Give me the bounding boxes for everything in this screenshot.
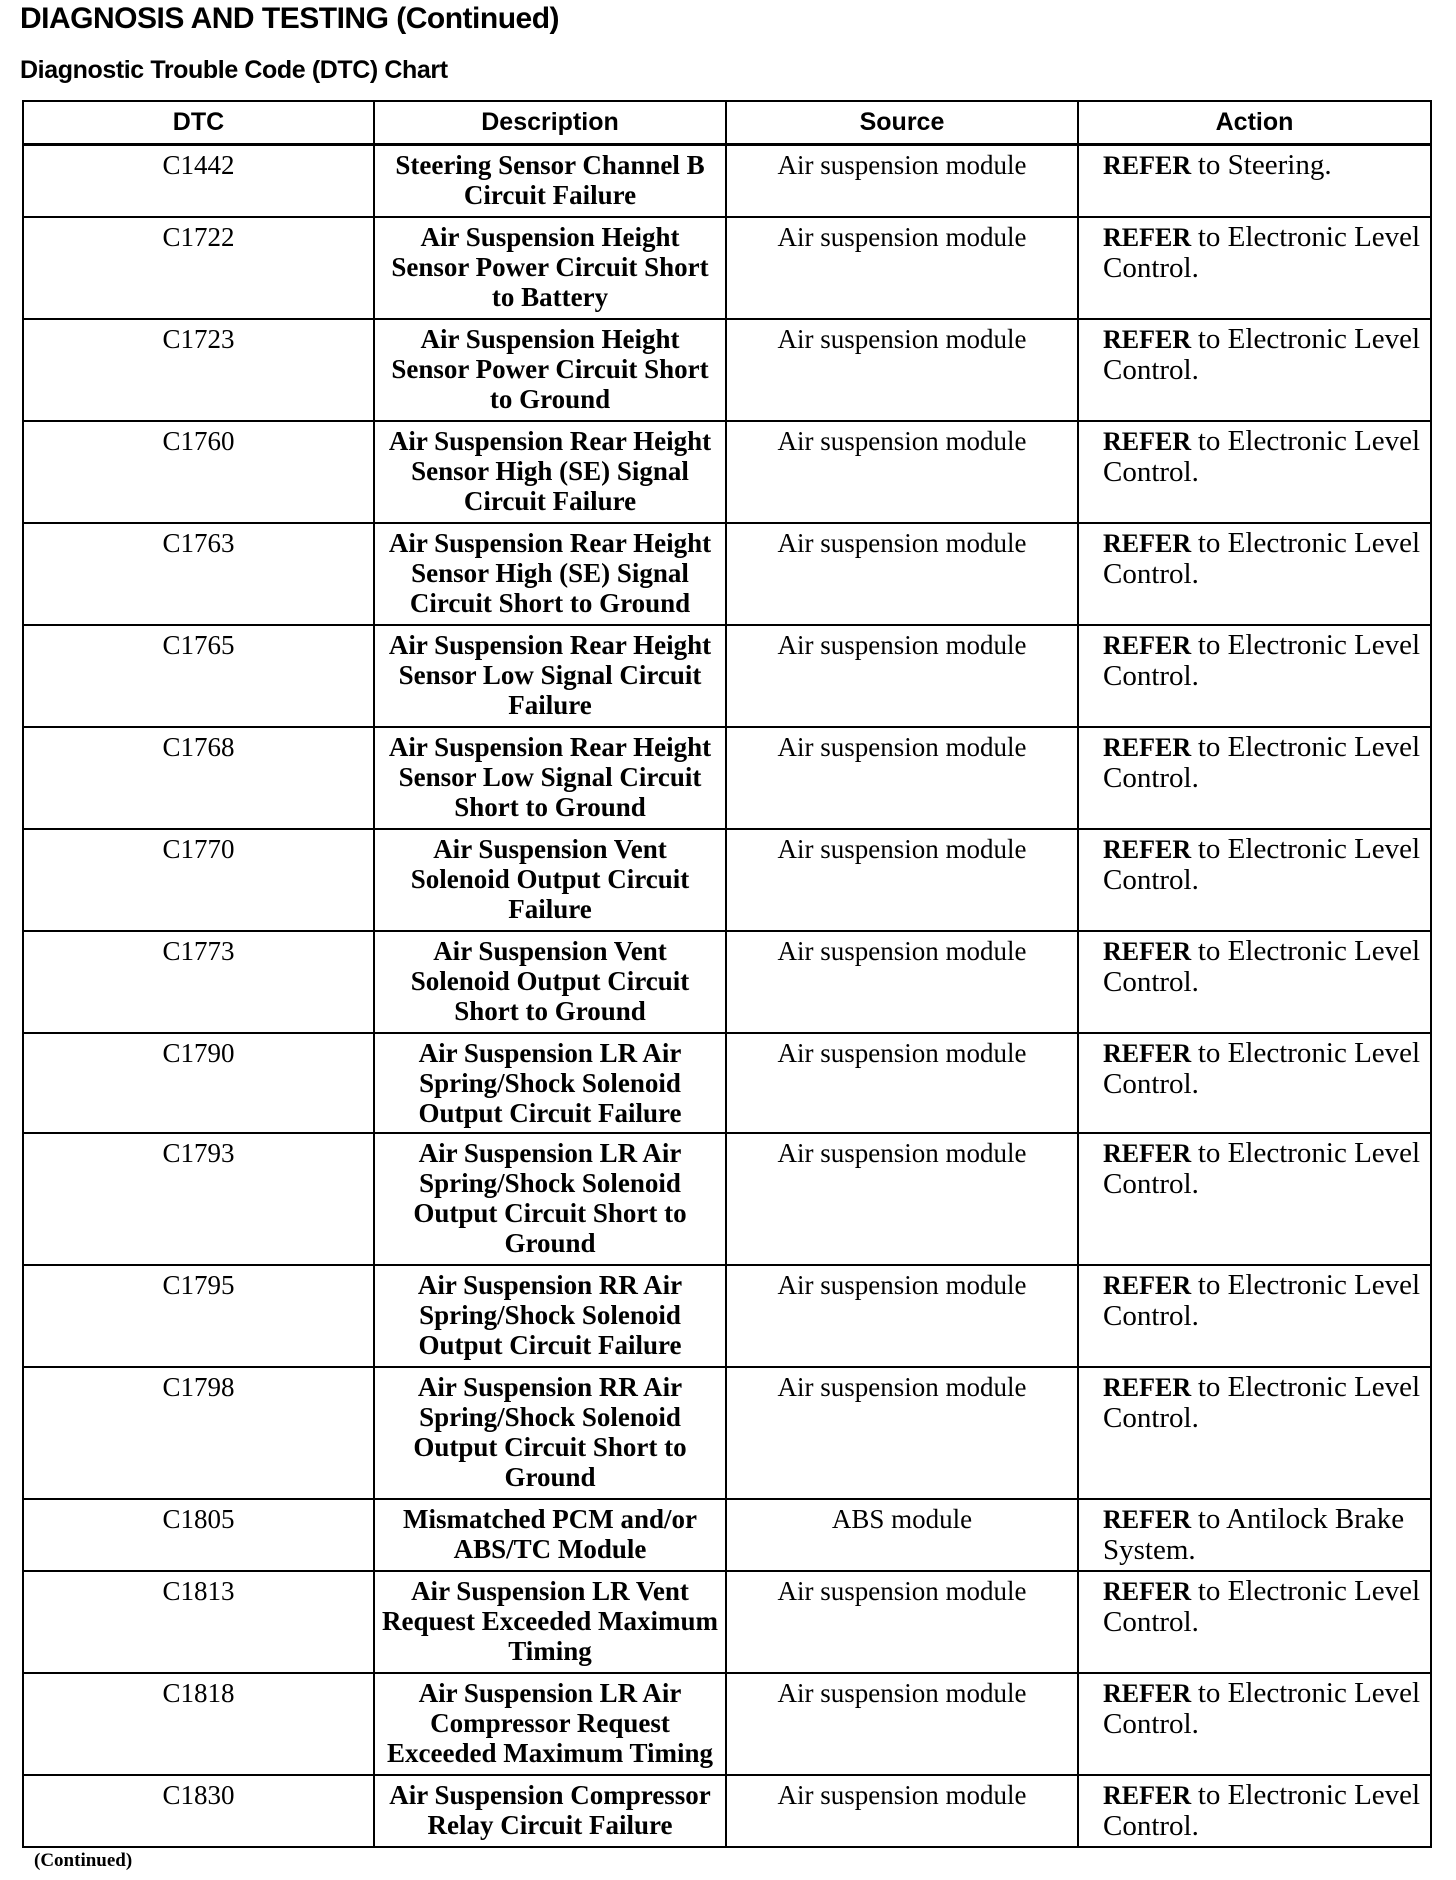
column-header-source: Source [726, 101, 1078, 145]
description-cell: Air Suspension Rear Height Sensor High (SE) Signal Circuit Short to Ground [374, 523, 726, 625]
refer-label: REFER [1103, 630, 1192, 660]
action-reference-text: to Electronic Level Control. [1103, 1136, 1421, 1200]
action-cell [1078, 217, 1431, 319]
table-row [23, 1367, 1431, 1499]
table-row [23, 1775, 1431, 1847]
dtc-code-cell: C1723 [23, 319, 374, 421]
refer-label: REFER [1103, 1270, 1192, 1300]
dtc-code-cell: C1722 [23, 217, 374, 319]
action-reference-text: to Electronic Level Control. [1103, 1268, 1421, 1332]
source-cell: Air suspension module [726, 1775, 1078, 1847]
action-cell [1078, 1265, 1431, 1367]
table-row [23, 625, 1431, 727]
source-cell: Air suspension module [726, 931, 1078, 1033]
column-header-description: Description [374, 101, 726, 145]
action-cell [1078, 1499, 1431, 1571]
table-row [23, 217, 1431, 319]
dtc-code-cell: C1805 [23, 1499, 374, 1571]
action-cell [1078, 829, 1431, 931]
action-reference-text: to Electronic Level Control. [1103, 322, 1421, 386]
source-cell: Air suspension module [726, 625, 1078, 727]
dtc-code-cell: C1798 [23, 1367, 374, 1499]
dtc-code-cell: C1760 [23, 421, 374, 523]
refer-label: REFER [1103, 528, 1192, 558]
refer-label: REFER [1103, 732, 1192, 762]
refer-label: REFER [1103, 1576, 1192, 1606]
action-cell [1078, 1571, 1431, 1673]
action-cell [1078, 931, 1431, 1033]
refer-label: REFER [1103, 1504, 1192, 1534]
action-cell [1078, 1033, 1431, 1133]
table-row [23, 1133, 1431, 1265]
refer-label: REFER [1103, 426, 1192, 456]
description-cell: Air Suspension LR Vent Request Exceeded Maximum Timing [374, 1571, 726, 1673]
refer-label: REFER [1103, 151, 1192, 180]
table-row [23, 829, 1431, 931]
description-cell: Air Suspension Rear Height Sensor Low Signal Circuit Failure [374, 625, 726, 727]
chart-title: Diagnostic Trouble Code (DTC) Chart [20, 56, 448, 84]
column-header-action: Action [1078, 101, 1431, 145]
dtc-code-cell: C1813 [23, 1571, 374, 1673]
source-cell: Air suspension module [726, 145, 1078, 217]
refer-label: REFER [1103, 1138, 1192, 1168]
source-cell: Air suspension module [726, 217, 1078, 319]
action-reference-text: to Electronic Level Control. [1103, 526, 1421, 590]
action-reference-text: to Electronic Level Control. [1103, 1370, 1421, 1434]
description-cell: Air Suspension Height Sensor Power Circuit Short to Ground [374, 319, 726, 421]
action-cell [1078, 145, 1431, 217]
column-header-dtc: DTC [23, 101, 374, 145]
dtc-code-cell: C1768 [23, 727, 374, 829]
description-cell: Mismatched PCM and/or ABS/TC Module [374, 1499, 726, 1571]
dtc-chart-table [22, 100, 1432, 1848]
description-cell: Air Suspension Compressor Relay Circuit Failure [374, 1775, 726, 1847]
description-cell: Air Suspension Vent Solenoid Output Circuit Failure [374, 829, 726, 931]
table-row [23, 1033, 1431, 1133]
table-row [23, 319, 1431, 421]
description-cell: Steering Sensor Channel B Circuit Failure [374, 145, 726, 217]
action-reference-text: to Electronic Level Control. [1103, 730, 1421, 794]
table-row [23, 421, 1431, 523]
dtc-code-cell: C1795 [23, 1265, 374, 1367]
header-row [23, 101, 1431, 145]
source-cell: Air suspension module [726, 421, 1078, 523]
source-cell: Air suspension module [726, 1571, 1078, 1673]
source-cell: Air suspension module [726, 1367, 1078, 1499]
source-cell: Air suspension module [726, 319, 1078, 421]
source-cell: ABS module [726, 1499, 1078, 1571]
table-row [23, 1499, 1431, 1571]
action-reference-text: to Electronic Level Control. [1103, 832, 1421, 896]
description-cell: Air Suspension LR Air Compressor Request Exceeded Maximum Timing [374, 1673, 726, 1775]
description-cell: Air Suspension Rear Height Sensor High (SE) Signal Circuit Failure [374, 421, 726, 523]
action-reference-text: to Electronic Level Control. [1103, 220, 1421, 284]
action-cell [1078, 523, 1431, 625]
description-cell: Air Suspension RR Air Spring/Shock Solenoid Output Circuit Failure [374, 1265, 726, 1367]
action-reference-text: to Antilock Brake System. [1103, 1502, 1405, 1566]
dtc-code-cell: C1770 [23, 829, 374, 931]
refer-label: REFER [1103, 1678, 1192, 1708]
table-row [23, 145, 1431, 217]
refer-label: REFER [1103, 1372, 1192, 1402]
source-cell: Air suspension module [726, 1133, 1078, 1265]
table-row [23, 727, 1431, 829]
table-row [23, 1571, 1431, 1673]
description-cell: Air Suspension LR Air Spring/Shock Solenoid Output Circuit Short to Ground [374, 1133, 726, 1265]
refer-label: REFER [1103, 222, 1192, 252]
table-row [23, 523, 1431, 625]
action-reference-text: to Electronic Level Control. [1103, 424, 1421, 488]
source-cell: Air suspension module [726, 1265, 1078, 1367]
source-cell: Air suspension module [726, 523, 1078, 625]
dtc-code-cell: C1765 [23, 625, 374, 727]
source-cell: Air suspension module [726, 1033, 1078, 1133]
refer-label: REFER [1103, 1780, 1192, 1810]
action-cell [1078, 421, 1431, 523]
source-cell: Air suspension module [726, 829, 1078, 931]
action-cell [1078, 727, 1431, 829]
action-reference-text: to Electronic Level Control. [1103, 1676, 1421, 1740]
table-body [23, 145, 1431, 1847]
page-title: DIAGNOSIS AND TESTING (Continued) [20, 2, 560, 35]
dtc-code-cell: C1818 [23, 1673, 374, 1775]
action-cell [1078, 319, 1431, 421]
action-cell [1078, 625, 1431, 727]
table-row [23, 931, 1431, 1033]
dtc-code-cell: C1773 [23, 931, 374, 1033]
refer-label: REFER [1103, 1038, 1192, 1068]
action-cell [1078, 1775, 1431, 1847]
description-cell: Air Suspension Vent Solenoid Output Circuit Short to Ground [374, 931, 726, 1033]
action-cell [1078, 1673, 1431, 1775]
source-cell: Air suspension module [726, 1673, 1078, 1775]
refer-label: REFER [1103, 834, 1192, 864]
dtc-code-cell: C1790 [23, 1033, 374, 1133]
action-reference-text: to Electronic Level Control. [1103, 1574, 1421, 1638]
dtc-code-cell: C1830 [23, 1775, 374, 1847]
refer-label: REFER [1103, 936, 1192, 966]
description-cell: Air Suspension LR Air Spring/Shock Solenoid Output Circuit Failure [374, 1033, 726, 1133]
dtc-code-cell: C1442 [23, 145, 374, 217]
refer-label: REFER [1103, 324, 1192, 354]
description-cell: Air Suspension Rear Height Sensor Low Signal Circuit Short to Ground [374, 727, 726, 829]
description-cell: Air Suspension RR Air Spring/Shock Solenoid Output Circuit Short to Ground [374, 1367, 726, 1499]
continued-note: (Continued) [34, 1850, 133, 1871]
table-row [23, 1673, 1431, 1775]
action-cell [1078, 1367, 1431, 1499]
dtc-code-cell: C1793 [23, 1133, 374, 1265]
action-reference-text: to Electronic Level Control. [1103, 934, 1421, 998]
dtc-code-cell: C1763 [23, 523, 374, 625]
description-cell: Air Suspension Height Sensor Power Circuit Short to Battery [374, 217, 726, 319]
source-cell: Air suspension module [726, 727, 1078, 829]
action-cell [1078, 1133, 1431, 1265]
action-reference-text: to Electronic Level Control. [1103, 1778, 1421, 1842]
action-reference-text: to Electronic Level Control. [1103, 1036, 1421, 1100]
action-reference-text: to Electronic Level Control. [1103, 628, 1421, 692]
table-row [23, 1265, 1431, 1367]
action-reference-text: to Steering. [1197, 149, 1332, 181]
